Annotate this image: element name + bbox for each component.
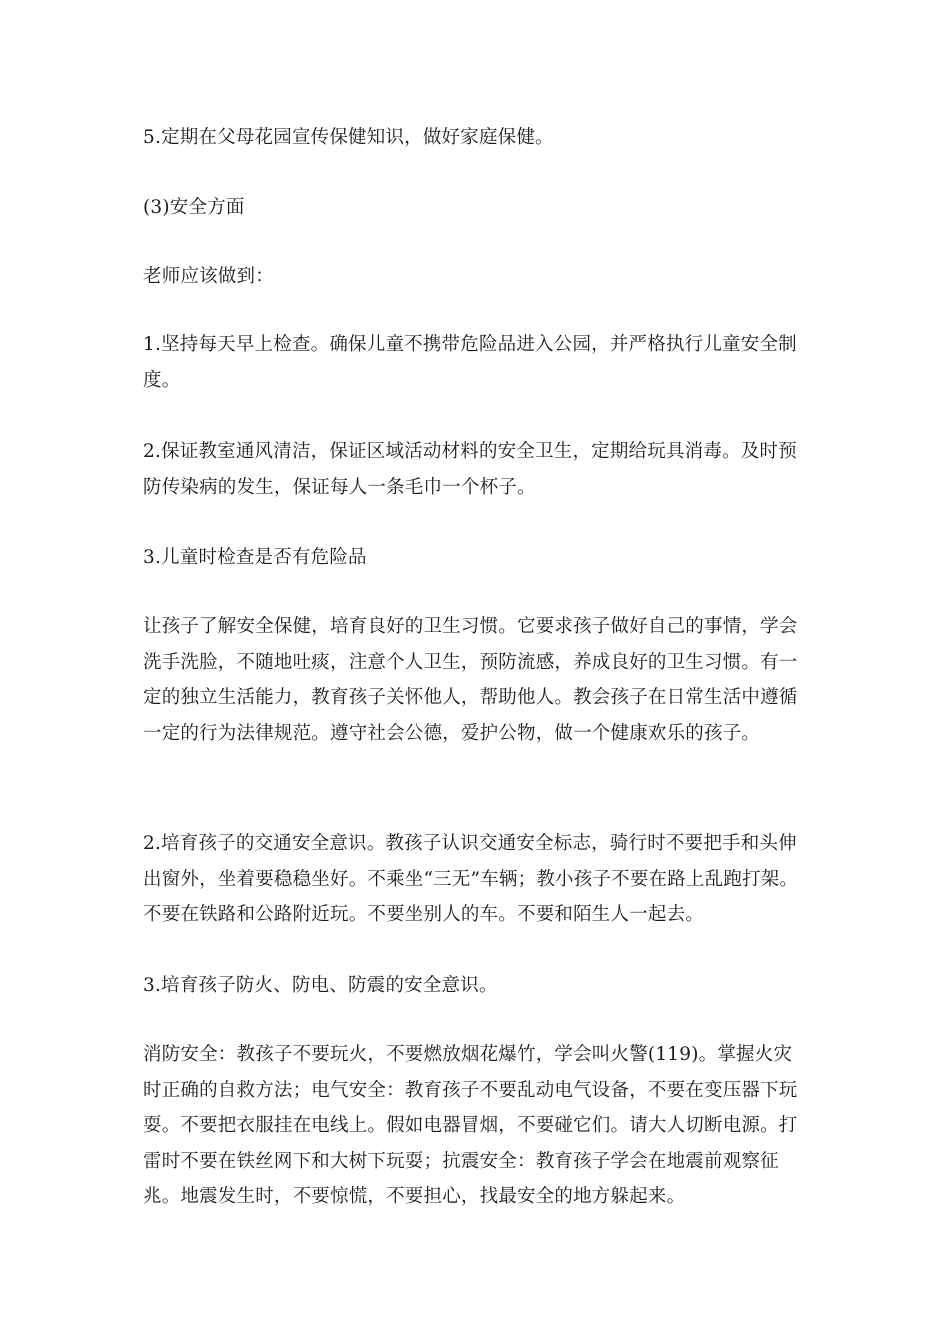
paragraph-classroom-hygiene: 2.保证教室通风清洁，保证区域活动材料的安全卫生，定期给玩具消毒。及时预防传染病的发生，保证每人一条毛巾一个杯子。: [143, 441, 797, 498]
paragraph-teacher-should: 老师应该做到：: [143, 266, 274, 287]
paragraph-health-knowledge: 5.定期在父母花园宣传保健知识，做好家庭保健。: [143, 127, 554, 148]
paragraph-hygiene-habits: 让孩子了解安全保健，培育良好的卫生习惯。它要求孩子做好自己的事情，学会洗手洗脸，不随地吐痰，注意个人卫生，预防流感，养成良好的卫生习惯。有一定的独立生活能力，教育孩子关怀他人，帮助他人。教会孩子在日常生活中遵循一定的行为法律规范。遵守社会公德，爱护公物，做一个健康欢乐的孩子。: [143, 616, 798, 744]
paragraph-fire-safety-details: 消防安全：教孩子不要玩火，不要燃放烟花爆竹，学会叫火警(119)。掌握火灾时正确的自救方法；电气安全：教育孩子不要乱动电气设备，不要在变压器下玩耍。不要把衣服挂在电线上。假如电器冒烟，不要碰它们。请大人切断电源。打雷时不要在铁丝网下和大树下玩耍；抗震安全：教育孩子学会在地震前观察征兆。地震发生时，不要惊慌，不要担心，找最安全的地方躲起来。: [143, 1044, 798, 1207]
paragraph-dangerous-items: 3.儿童时检查是否有危险品: [143, 547, 367, 568]
paragraph-fire-electric-quake: 3.培育孩子防火、防电、防震的安全意识。: [143, 975, 498, 996]
paragraph-morning-check: 1.坚持每天早上检查。确保儿童不携带危险品进入公园，并严格执行儿童安全制度。: [143, 334, 797, 391]
section-heading-safety: (3)安全方面: [143, 197, 245, 218]
paragraph-traffic-safety: 2.培育孩子的交通安全意识。教孩子认识交通安全标志，骑行时不要把手和头伸出窗外，坐着要稳稳坐好。不乘坐“三无”车辆；教小孩子不要在路上乱跑打架。不要在铁路和公路附近玩。不要坐别人的车。不要和陌生人一起去。: [143, 833, 799, 925]
